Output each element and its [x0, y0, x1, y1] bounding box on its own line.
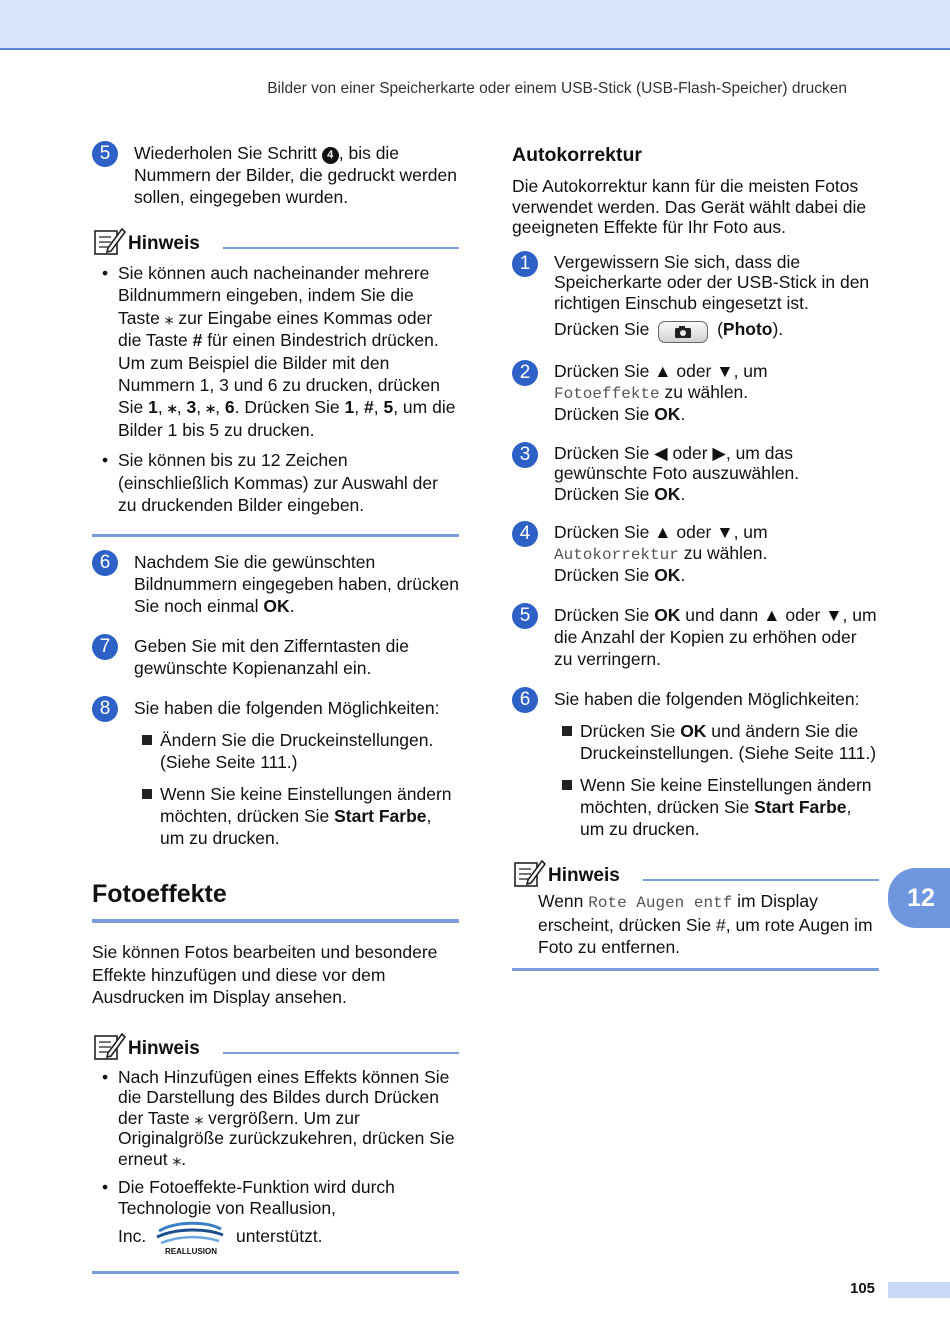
step-ref-badge: 4 — [322, 147, 339, 164]
step-5 — [512, 604, 879, 670]
step-3 — [512, 443, 879, 505]
svg-text:REALLUSION: REALLUSION — [165, 1246, 218, 1256]
square-bullet-icon — [562, 726, 572, 736]
header-band — [0, 0, 950, 50]
note-text: Wenn Rote Augen entf im Display erscheint, drücken Sie #, um rote Augen im Foto zu entfernen. — [538, 890, 873, 957]
note-title: Hinweis — [128, 1037, 200, 1059]
step-text: Vergewissern Sie sich, dass die Speicherkarte oder der USB-Stick in den richtigen Einschub eingesetzt ist. — [554, 251, 870, 313]
right-column — [512, 144, 879, 971]
step-number: 6 — [92, 550, 118, 576]
lcd-menu-text: Autokorrektur — [554, 545, 679, 564]
photo-button-icon — [658, 321, 708, 343]
step-number: 5 — [512, 603, 538, 629]
step-text: Drücken Sie ◀ oder ▶, um das gewünschte Foto auszuwählen. Drücken Sie OK. — [554, 442, 800, 504]
option-item: Ändern Sie die Druckeinstellungen. (Siehe Seite 111.) — [134, 729, 459, 773]
option-item: Wenn Sie keine Einstellungen ändern möchten, drücken Sie Start Farbe, um zu drucken. — [134, 783, 459, 849]
step-text: Drücken Sie ▲ oder ▼, um Fotoeffekte zu wählen. Drücken Sie OK. — [554, 361, 768, 424]
square-bullet-icon — [562, 780, 572, 790]
step-8 — [92, 697, 459, 849]
step-1 — [512, 252, 879, 344]
step-number: 6 — [512, 687, 538, 713]
step-number: 3 — [512, 442, 538, 468]
step-text: Sie haben die folgenden Möglichkeiten: — [554, 688, 860, 709]
step-text: Nachdem Sie die gewünschten Bildnummern eingegeben haben, drücken Sie noch einmal OK. — [134, 552, 459, 617]
note-pencil-icon — [94, 226, 126, 256]
footer-bar — [888, 1282, 950, 1298]
note-box — [92, 226, 459, 537]
square-bullet-icon — [142, 789, 152, 799]
step-text: Sie haben die folgenden Möglichkeiten: — [134, 698, 440, 719]
step-text: Geben Sie mit den Zifferntasten die gewünschte Kopienanzahl ein. — [134, 636, 409, 679]
step-5 — [92, 142, 459, 208]
subsection-title: Autokorrektur — [512, 144, 643, 166]
step-number: 2 — [512, 360, 538, 386]
step-number: 8 — [92, 696, 118, 722]
step-2 — [512, 361, 879, 425]
note-rule — [223, 247, 459, 249]
note-bullet: • Sie können auch nacheinander mehrere Bildnummern eingeben, indem Sie die Taste ⁎ zur Eingabe eines Kommas oder die Taste # für einen Bindestrich drücken. Um zum Beispiel die Bilder mit den Nummern 1, 3 und 6 zu drucken, drücken Sie 1, ⁎, 3, ⁎, 6. Drücken Sie 1, #, 5, um die Bilder 1 bis 5 zu drucken. — [100, 262, 459, 441]
lcd-menu-text: Fotoeffekte — [554, 384, 660, 403]
left-column — [92, 142, 459, 1274]
note-bullet: • Die Fotoeffekte-Funktion wird durch Technologie von Reallusion, Inc. REALLUSION unterstützt. — [100, 1177, 459, 1256]
step-text: Wiederholen Sie Schritt 4 , bis die Nummern der Bilder, die gedruckt werden sollen, eingegeben wurden. — [134, 143, 457, 207]
note-rule — [643, 879, 879, 881]
running-title: Bilder von einer Speicherkarte oder einem USB-Stick (USB-Flash-Speicher) drucken — [267, 80, 847, 97]
step-6 — [92, 551, 459, 617]
note-bullet: • Nach Hinzufügen eines Effekts können Sie die Darstellung des Bildes durch Drücken der Taste ⁎ vergrößern. Um zur Originalgröße zurückzukehren, drücken Sie erneut ⁎. — [100, 1067, 459, 1170]
note-box — [512, 858, 879, 971]
step-number: 5 — [92, 141, 118, 167]
chapter-tab: 12 — [888, 868, 950, 928]
option-item: Drücken Sie OK und ändern Sie die Druckeinstellungen. (Siehe Seite 111.) — [554, 720, 879, 764]
square-bullet-icon — [142, 735, 152, 745]
note-pencil-icon — [514, 858, 546, 888]
step-text: Drücken Sie OK und dann ▲ oder ▼, um die Anzahl der Kopien zu erhöhen oder zu verringern. — [554, 604, 877, 669]
note-bullet: • Sie können bis zu 12 Zeichen (einschließlich Kommas) zur Auswahl der zu druckenden Bilder eingeben. — [100, 449, 459, 516]
step-6 — [512, 688, 879, 840]
step-number: 7 — [92, 634, 118, 660]
note-rule — [223, 1052, 459, 1054]
step-press: Drücken Sie (Photo). — [554, 319, 879, 343]
option-item: Wenn Sie keine Einstellungen ändern möchten, drücken Sie Start Farbe, um zu drucken. — [554, 774, 879, 840]
note-box — [92, 1031, 459, 1274]
lcd-message: Rote Augen entf — [588, 893, 733, 912]
intro-paragraph: Die Autokorrektur kann für die meisten Fotos verwendet werden. Das Gerät wählt dabei die geeigneten Effekte für Ihr Foto aus. — [512, 176, 867, 237]
note-title: Hinweis — [548, 864, 620, 886]
page-number: 105 — [850, 1280, 876, 1297]
step-text: Drücken Sie ▲ oder ▼, um Autokorrektur zu wählen. Drücken Sie OK. — [554, 522, 768, 585]
step-number: 4 — [512, 521, 538, 547]
note-title: Hinweis — [128, 233, 200, 254]
section-title: Fotoeffekte — [92, 879, 459, 923]
section-paragraph: Sie können Fotos bearbeiten und besondere Effekte hinzufügen und diese vor dem Ausdrucken im Display ansehen. — [92, 942, 438, 1008]
step-number: 1 — [512, 251, 538, 277]
step-4 — [512, 522, 879, 586]
reallusion-logo — [151, 1219, 231, 1257]
step-7 — [92, 635, 459, 679]
note-pencil-icon — [94, 1031, 126, 1061]
